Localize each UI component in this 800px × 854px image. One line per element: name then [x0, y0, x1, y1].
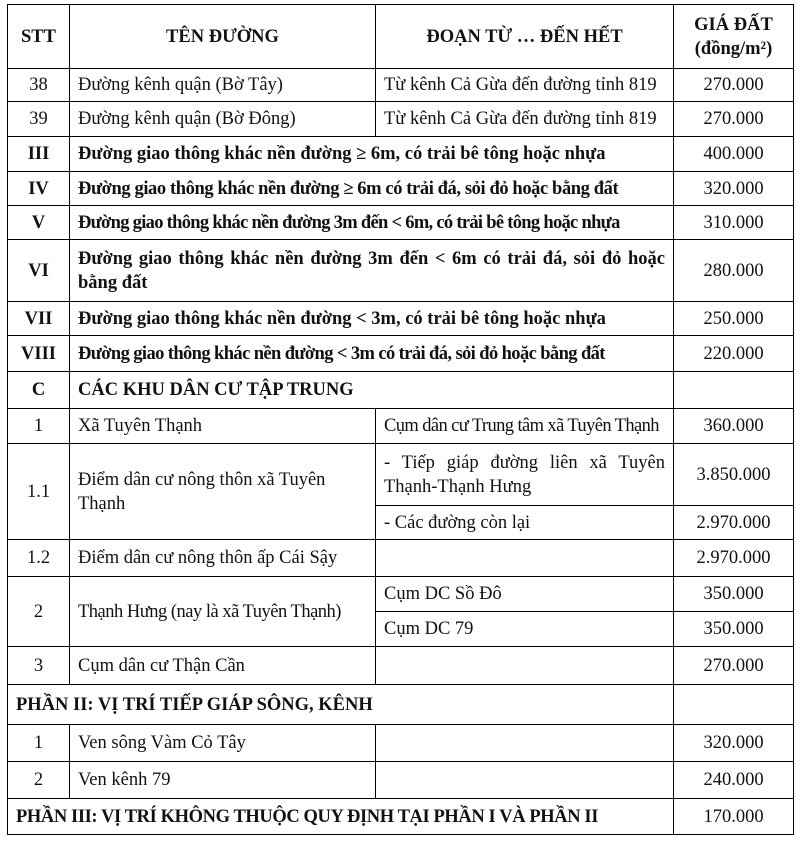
- stt-cell: 1.1: [8, 444, 70, 540]
- doan-cell: - Tiếp giáp đường liên xã Tuyên Thạnh-Thạnh Hưng: [376, 444, 674, 506]
- gia-cell: 320.000: [674, 725, 794, 762]
- gia-cell: 400.000: [674, 137, 794, 172]
- table-row: [8, 725, 794, 762]
- table-row: [8, 69, 794, 102]
- ten-cell: Đường giao thông khác nền đường ≥ 6m có trải đá, sỏi đỏ hoặc bằng đất: [70, 172, 674, 206]
- doan-cell: Cụm DC Sồ Đô: [376, 577, 674, 612]
- table-row: [8, 577, 794, 612]
- header-stt: STT: [8, 5, 70, 69]
- doan-cell: Từ kênh Cả Gừa đến đường tỉnh 819: [376, 69, 674, 102]
- table-row: [8, 762, 794, 799]
- gia-cell: 280.000: [674, 240, 794, 302]
- stt-cell: VI: [8, 240, 70, 302]
- ten-cell: Đường kênh quận (Bờ Tây): [70, 69, 376, 102]
- doan-cell: Từ kênh Cả Gừa đến đường tỉnh 819: [376, 102, 674, 137]
- gia-cell: 250.000: [674, 302, 794, 336]
- gia-cell: 310.000: [674, 206, 794, 240]
- ten-cell: Xã Tuyên Thạnh: [70, 409, 376, 444]
- land-price-table: [7, 4, 794, 835]
- ten-cell: Đường giao thông khác nền đường ≥ 6m, có trải bê tông hoặc nhựa: [70, 137, 674, 172]
- gia-cell: 350.000: [674, 577, 794, 612]
- header-ten-duong: TÊN ĐƯỜNG: [70, 5, 376, 69]
- gia-cell: 270.000: [674, 102, 794, 137]
- table-row: [8, 372, 794, 409]
- ten-cell: Đường giao thông khác nền đường < 3m, có trải bê tông hoặc nhựa: [70, 302, 674, 336]
- ten-cell: Đường giao thông khác nền đường 3m đến < 6m, có trải bê tông hoặc nhựa: [70, 206, 674, 240]
- stt-cell: IV: [8, 172, 70, 206]
- gia-cell: 270.000: [674, 69, 794, 102]
- table-row: [8, 137, 794, 172]
- gia-cell: 220.000: [674, 336, 794, 372]
- stt-cell: V: [8, 206, 70, 240]
- doan-cell: Cụm DC 79: [376, 612, 674, 647]
- table-row: [8, 172, 794, 206]
- gia-cell: 2.970.000: [674, 540, 794, 577]
- ten-cell: Thạnh Hưng (nay là xã Tuyên Thạnh): [70, 577, 376, 647]
- stt-cell: 1.2: [8, 540, 70, 577]
- table-row: [8, 102, 794, 137]
- gia-cell: 2.970.000: [674, 506, 794, 540]
- section-title: PHẦN III: VỊ TRÍ KHÔNG THUỘC QUY ĐỊNH TẠI PHẦN I VÀ PHẦN II: [8, 799, 674, 835]
- ten-cell: Điểm dân cư nông thôn ấp Cái Sậy: [70, 540, 376, 577]
- doan-cell: [376, 725, 674, 762]
- ten-cell: Ven sông Vàm Cỏ Tây: [70, 725, 376, 762]
- header-row: [8, 5, 794, 69]
- stt-cell: 38: [8, 69, 70, 102]
- header-gia-line1: GIÁ ĐẤT: [694, 14, 773, 35]
- stt-cell: 3: [8, 647, 70, 685]
- table-row: [8, 444, 794, 506]
- table-row: [8, 409, 794, 444]
- stt-cell: VII: [8, 302, 70, 336]
- gia-cell: 320.000: [674, 172, 794, 206]
- stt-cell: 2: [8, 577, 70, 647]
- ten-cell: Đường kênh quận (Bờ Đông): [70, 102, 376, 137]
- gia-cell: 170.000: [674, 799, 794, 835]
- doan-cell: [376, 762, 674, 799]
- table-row: [8, 647, 794, 685]
- gia-cell: 350.000: [674, 612, 794, 647]
- table-row: [8, 540, 794, 577]
- doan-cell: Cụm dân cư Trung tâm xã Tuyên Thạnh: [376, 409, 674, 444]
- gia-cell: [674, 372, 794, 409]
- header-gia-line2: (đồng/m²): [694, 38, 773, 59]
- stt-cell: VIII: [8, 336, 70, 372]
- doan-cell: - Các đường còn lại: [376, 506, 674, 540]
- table-row: [8, 206, 794, 240]
- stt-cell: III: [8, 137, 70, 172]
- stt-cell: 2: [8, 762, 70, 799]
- table-row: [8, 240, 794, 302]
- ten-cell: Ven kênh 79: [70, 762, 376, 799]
- table-row: [8, 336, 794, 372]
- section-row: [8, 685, 794, 725]
- stt-cell: C: [8, 372, 70, 409]
- ten-cell: Đường giao thông khác nền đường 3m đến < 6m có trải đá, sỏi đỏ hoặc bằng đất: [70, 240, 674, 302]
- doan-cell: [376, 540, 674, 577]
- stt-cell: 1: [8, 725, 70, 762]
- header-gia: [674, 5, 794, 69]
- ten-cell: Điểm dân cư nông thôn xã Tuyên Thạnh: [70, 444, 376, 540]
- gia-cell: 3.850.000: [674, 444, 794, 506]
- gia-cell: [674, 685, 794, 725]
- section-title: PHẦN II: VỊ TRÍ TIẾP GIÁP SÔNG, KÊNH: [8, 685, 674, 725]
- section-row: [8, 799, 794, 835]
- table-row: [8, 302, 794, 336]
- stt-cell: 1: [8, 409, 70, 444]
- header-doan: ĐOẠN TỪ … ĐẾN HẾT: [376, 5, 674, 69]
- gia-cell: 270.000: [674, 647, 794, 685]
- gia-cell: 240.000: [674, 762, 794, 799]
- ten-cell: Cụm dân cư Thận Cần: [70, 647, 376, 685]
- gia-cell: 360.000: [674, 409, 794, 444]
- stt-cell: 39: [8, 102, 70, 137]
- ten-cell: Đường giao thông khác nền đường < 3m có trải đá, sỏi đỏ hoặc bằng đất: [70, 336, 674, 372]
- doan-cell: [376, 647, 674, 685]
- ten-cell: CÁC KHU DÂN CƯ TẬP TRUNG: [70, 372, 674, 409]
